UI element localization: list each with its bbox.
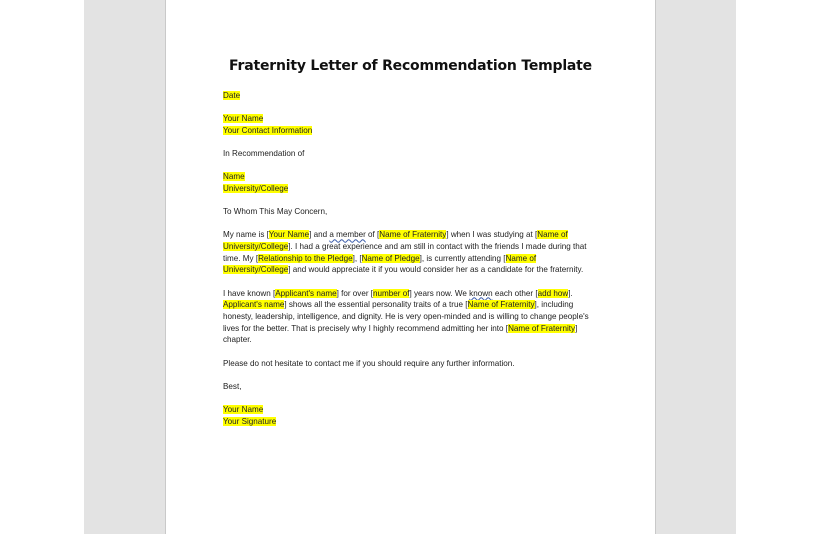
paragraph-spacer [223, 160, 598, 172]
letter-text: I have known [ [223, 288, 276, 298]
placeholder-text: Name of Fraternity [508, 323, 576, 333]
document-page [165, 0, 656, 534]
sender-contact-line [223, 125, 598, 137]
paragraph-spacer [223, 346, 598, 358]
signature-name-line [223, 404, 598, 416]
placeholder-text: add how [537, 288, 569, 298]
paragraph-spacer [223, 137, 598, 149]
p2-line-2 [223, 299, 598, 311]
letter-text: ] when I was studying at [ [446, 230, 538, 240]
placeholder-text: number of [373, 288, 410, 298]
sender-name-line [223, 113, 598, 125]
paragraph-1 [223, 229, 598, 276]
letter-text: ] for over [ [336, 288, 374, 298]
paragraph-spacer [223, 392, 598, 404]
recipient-school-line [223, 183, 598, 195]
letter-body [223, 90, 598, 427]
recipient-school-placeholder: University/College [223, 183, 289, 193]
closing: Best, [223, 381, 242, 391]
placeholder-text: University/College [223, 265, 289, 275]
date-line [223, 90, 598, 102]
placeholder-text: Applicant's name [223, 300, 285, 310]
letter-text: ] years now. We [409, 288, 470, 298]
sender-contact-placeholder: Your Contact Information [223, 125, 313, 135]
placeholder-text: Your Name [268, 230, 310, 240]
placeholder-text: University/College [223, 242, 289, 251]
signature-placeholder: Your Signature [223, 416, 277, 426]
placeholder-text: Name of Fraternity [467, 300, 535, 310]
p1-line-3 [223, 253, 598, 265]
letter-text: ] shows all the essential personality traits of a true [ [284, 300, 468, 310]
placeholder-text: Name of [537, 230, 568, 240]
letter-text: ] [575, 323, 578, 333]
paragraph-spacer [223, 102, 598, 114]
letter-text: ], is currently attending [ [419, 253, 506, 263]
signature-name-placeholder: Your Name [223, 404, 264, 414]
placeholder-text: Relationship to the Pledge [258, 253, 353, 263]
paragraph-2 [223, 288, 598, 346]
paragraph-spacer [223, 195, 598, 207]
sender-name-placeholder: Your Name [223, 114, 264, 124]
spellcheck-underline: known [469, 288, 493, 298]
placeholder-text: Name of [505, 253, 537, 263]
letter-text: ] and would appreciate it if you would consider her as a candidate for the fraternity. [288, 265, 584, 275]
date-placeholder: Date [223, 91, 241, 100]
letter-text: ], [ [352, 253, 362, 263]
paragraph-spacer [223, 369, 598, 381]
in-recommendation-line: In Recommendation of [223, 149, 305, 159]
salutation: To Whom This May Concern, [223, 207, 328, 217]
letter-text: ]. I had a great experience and am still in contact with the friends I made during that [288, 242, 587, 251]
letter-text: of [ [365, 230, 380, 240]
signature-line [223, 416, 598, 428]
letter-text: lives for the better. That is precisely why I highly recommend admitting her into [ [223, 323, 509, 333]
letter-text: each other [ [492, 288, 538, 298]
p2-line-5: chapter. [223, 335, 252, 345]
letter-text: ] and [309, 230, 330, 240]
recipient-name-line [223, 171, 598, 183]
p1-line-2 [223, 241, 598, 253]
placeholder-text: Name of Pledge [361, 253, 420, 263]
document-title: Fraternity Letter of Recommendation Template [229, 58, 592, 74]
p1-line-4 [223, 264, 598, 276]
paragraph-spacer [223, 276, 598, 288]
spellcheck-underline: a member [329, 230, 366, 240]
paragraph-3: Please do not hesitate to contact me if you should require any further information. [223, 358, 515, 368]
p2-line-1 [223, 288, 598, 300]
placeholder-text: Applicant's name [275, 288, 337, 298]
p2-line-3: honesty, leadership, intelligence, and dignity. He is very open-minded and is willing to change people's [223, 311, 589, 321]
placeholder-text: Name of Fraternity [379, 230, 447, 240]
recipient-name-placeholder: Name [223, 172, 245, 182]
p1-line-1 [223, 229, 598, 241]
letter-text: ], including [534, 300, 574, 310]
letter-text: ]. [568, 288, 573, 298]
letter-text: time. My [ [223, 253, 259, 263]
letter-text: My name is [ [223, 230, 269, 240]
p2-line-4 [223, 323, 598, 335]
paragraph-spacer [223, 218, 598, 230]
